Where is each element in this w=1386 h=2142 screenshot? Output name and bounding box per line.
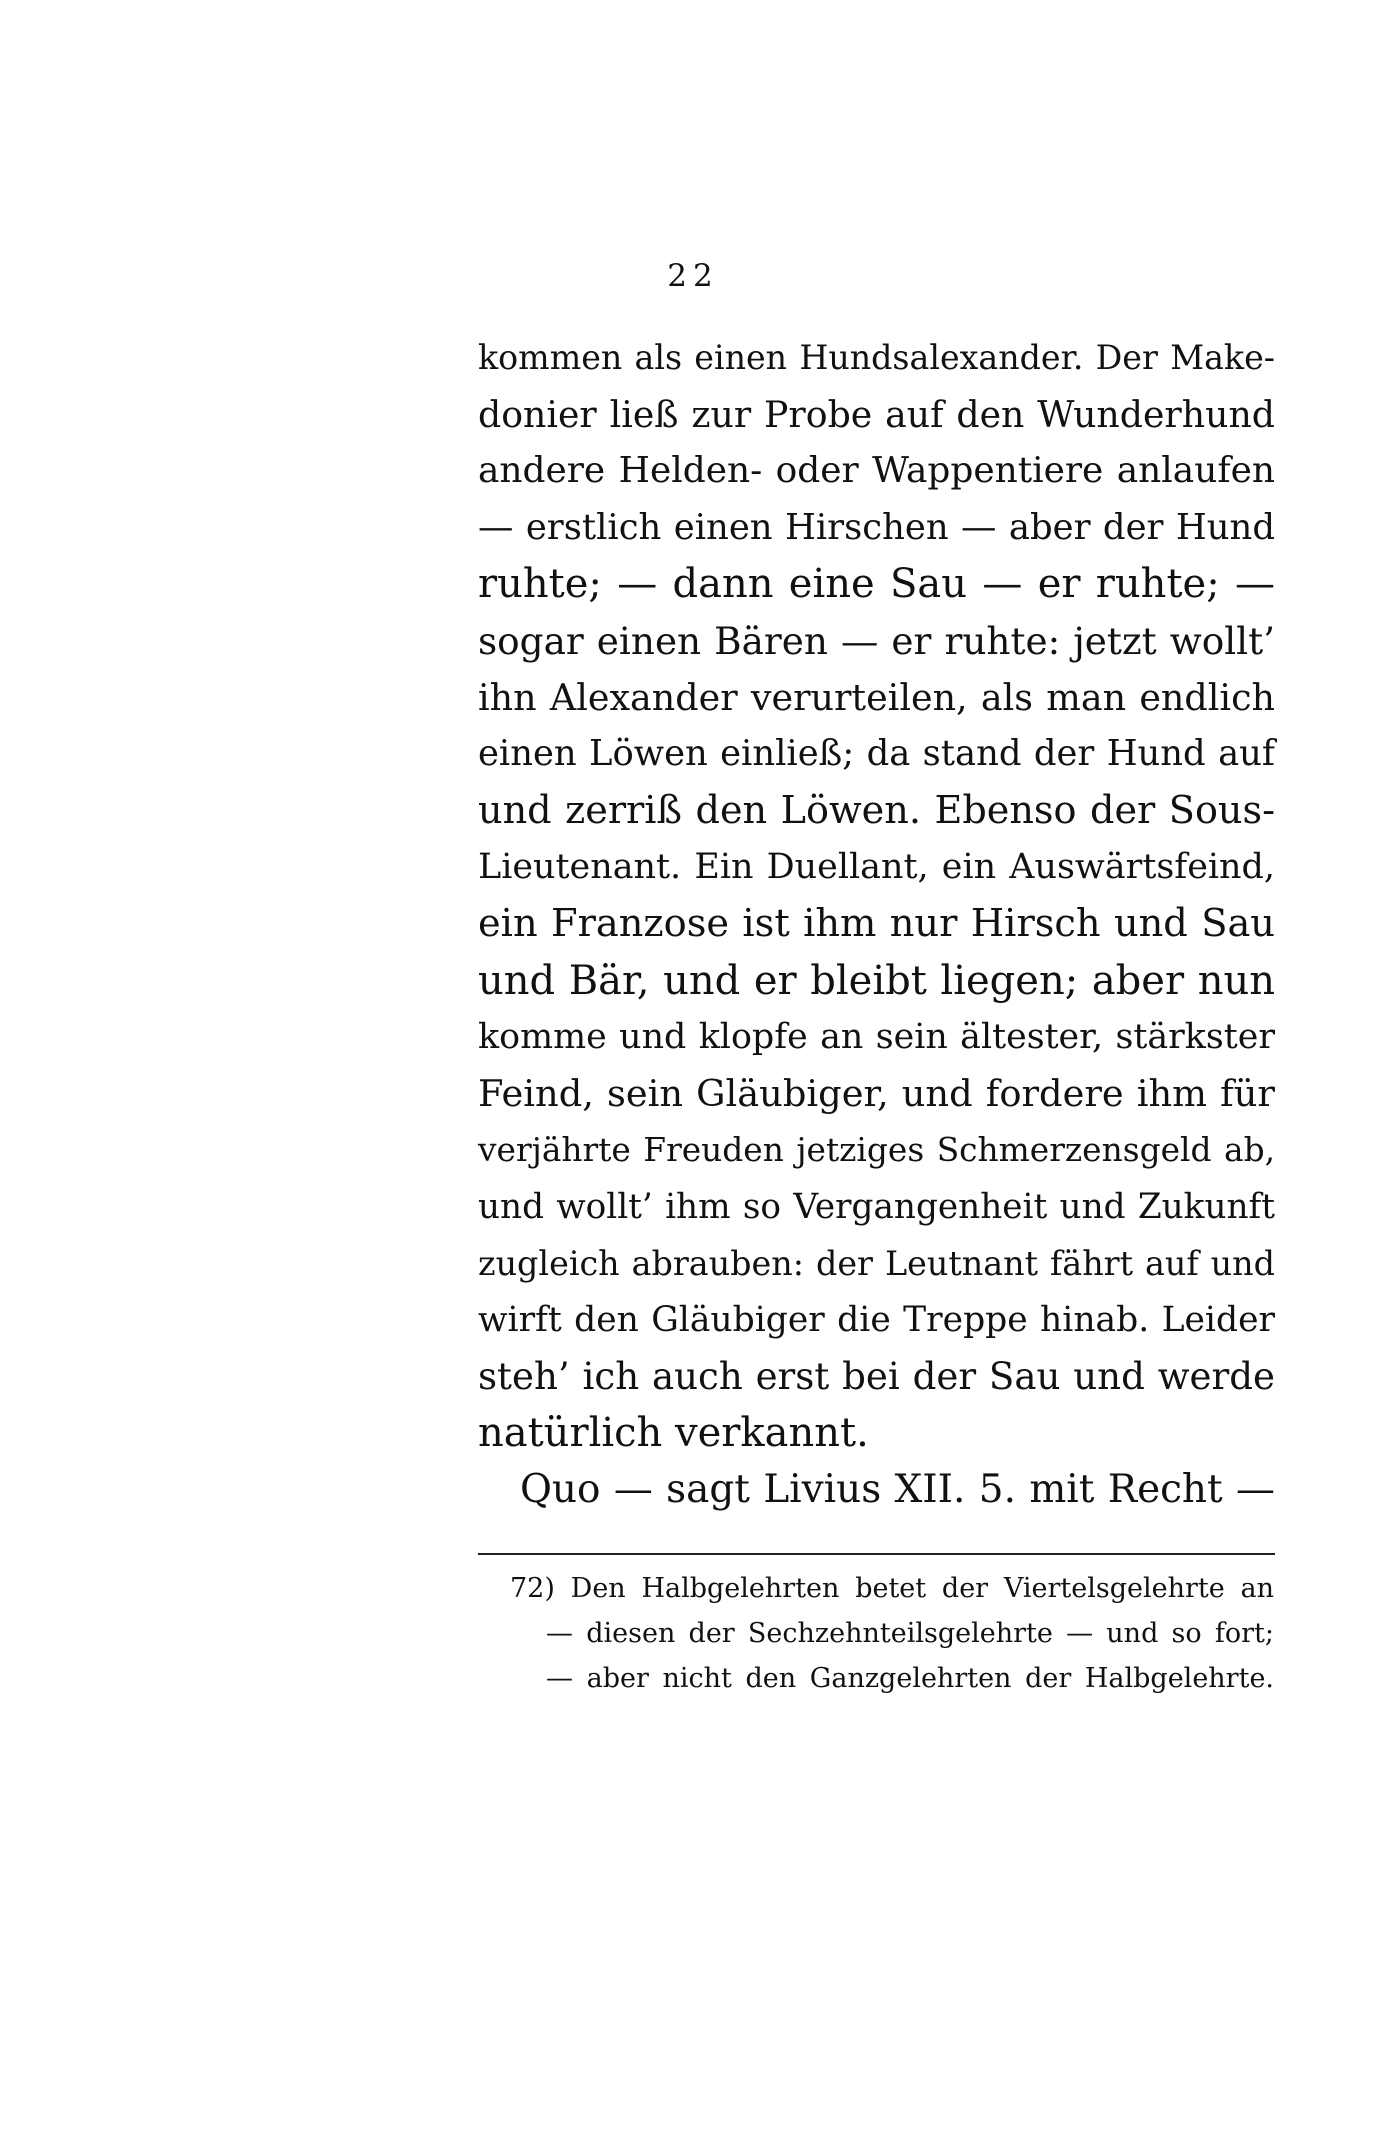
quo-line: Quo — sagt Livius XII. 5. mit Recht — [520, 1466, 1275, 1512]
text-line: sogar einen Bären — er ruhte: jetzt wollt’ [478, 618, 1275, 663]
text-line: ruhte; — dann eine Sau — er ruhte; — [478, 561, 1275, 608]
body-text [478, 330, 1275, 1518]
footnote [510, 1566, 1274, 1701]
text-line: Feind, sein Gläubiger, und fordere ihm für [478, 1071, 1275, 1115]
text-line: einen Löwen einließ; da stand der Hund auf [478, 733, 1275, 775]
footnote-line: 72) Den Halbgelehrten betet der Viertelsgelehrte an [510, 1573, 1274, 1604]
text-line: donier ließ zur Probe auf den Wunderhund [478, 392, 1275, 436]
text-line: komme und klopfe an sein ältester, stärkster [478, 1017, 1275, 1058]
text-line: Lieutenant. Ein Duellant, ein Auswärtsfeind, [478, 847, 1275, 888]
text-line: wirft den Gläubiger die Treppe hinab. Leider [478, 1300, 1275, 1341]
text-line: und wollt’ ihm so Vergangenheit und Zukunft [478, 1186, 1275, 1227]
text-line: und zerriß den Löwen. Ebenso der Sous- [478, 788, 1275, 833]
text-line: steh’ ich auch erst bei der Sau und werde [478, 1354, 1275, 1398]
text-line: und Bär, und er bleibt liegen; aber nun [478, 957, 1275, 1004]
page-number: 22 [667, 258, 719, 294]
text-line: — erstlich einen Hirschen — aber der Hund [478, 506, 1275, 548]
footnote-line: — aber nicht den Ganzgelehrten der Halbgelehrte. [546, 1663, 1274, 1694]
text-line: ein Franzose ist ihm nur Hirsch und Sau [478, 900, 1275, 946]
text-line: ihn Alexander verurteilen, als man endlich [478, 675, 1275, 719]
text-line: kommen als einen Hundsalexander. Der Make- [478, 338, 1275, 377]
text-line: natürlich verkannt. [478, 1410, 869, 1457]
footnote-rule [478, 1553, 1275, 1555]
text-line: andere Helden- oder Wappentiere anlaufen [478, 450, 1275, 492]
text-line: verjährte Freuden jetziges Schmerzensgeld ab, [478, 1131, 1275, 1170]
text-line: zugleich abrauben: der Leutnant fährt auf und [478, 1243, 1275, 1283]
footnote-line: — diesen der Sechzehnteilsgelehrte — und so fort; [546, 1618, 1274, 1649]
